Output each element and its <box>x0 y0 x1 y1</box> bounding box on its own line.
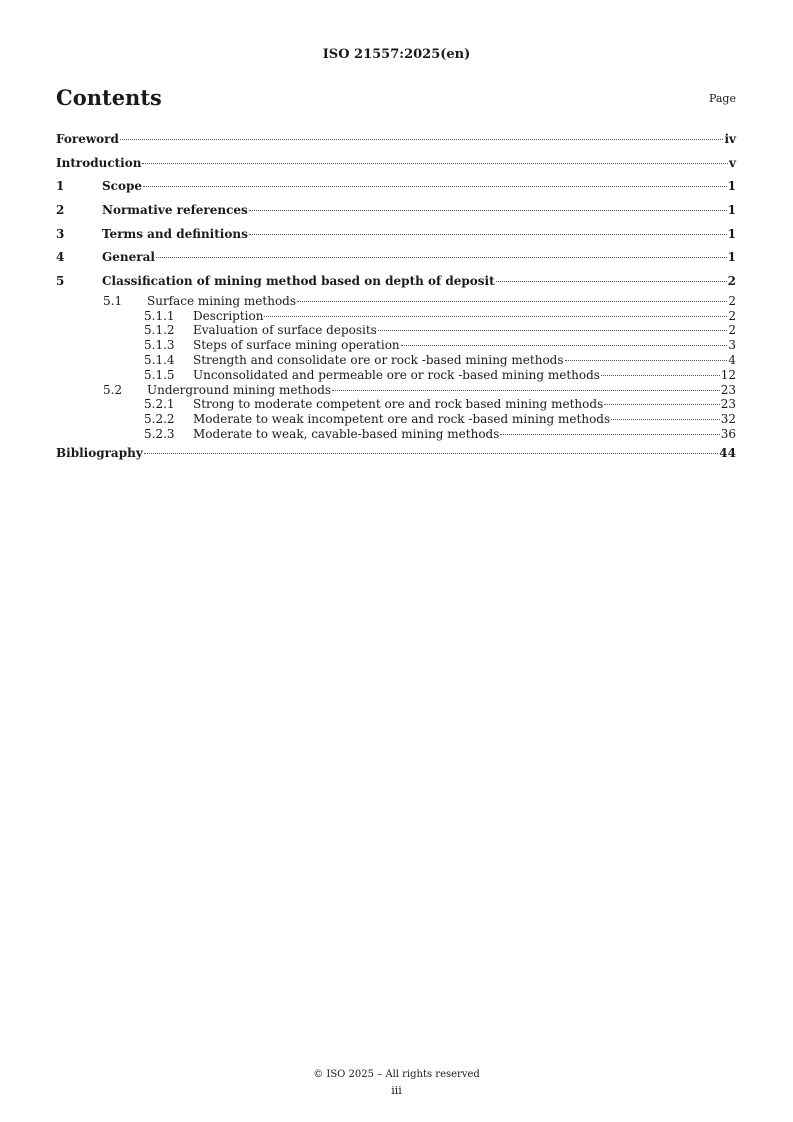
dot-leader <box>601 375 720 376</box>
toc-entry-number: 5 <box>56 274 65 289</box>
toc-entry[interactable] <box>56 175 736 199</box>
toc-entry-number: 5.1.4 <box>144 353 175 367</box>
toc-entry-number: 5.1.1 <box>144 308 175 323</box>
toc-entry-title: Scope <box>102 179 143 194</box>
toc-entry-number: 3 <box>56 226 65 241</box>
dot-leader <box>565 360 728 361</box>
toc-entry-title: Evaluation of surface deposits <box>193 323 377 338</box>
toc-entry-title: Moderate to weak incompetent ore and rock -based mining methods <box>193 412 611 427</box>
dot-leader <box>249 234 727 235</box>
dot-leader <box>144 453 719 454</box>
table-of-contents <box>56 128 736 465</box>
toc-entry-title: General <box>102 250 155 265</box>
toc-entry-page: 1 <box>727 250 736 265</box>
copyright-notice: © ISO 2025 – All rights reserved <box>313 1069 480 1080</box>
toc-entry-title: Classification of mining method based on depth of deposit <box>102 274 495 289</box>
toc-entry-number: 1 <box>56 179 65 194</box>
toc-entry-page: 36 <box>720 426 736 441</box>
toc-entry[interactable] <box>56 442 736 466</box>
toc-entry-page: 4 <box>728 353 736 367</box>
toc-entry-title: Introduction <box>56 155 142 170</box>
toc-entry-page: 2 <box>728 293 736 308</box>
toc-entry-page: 1 <box>727 179 736 194</box>
page-footer <box>0 1067 793 1099</box>
toc-entry-number: 5.1 <box>103 293 123 308</box>
toc-entry[interactable] <box>56 128 736 152</box>
toc-entry-title: Underground mining methods <box>147 382 332 397</box>
dot-leader <box>378 330 728 331</box>
toc-entry-page: 1 <box>727 203 736 218</box>
dot-leader <box>142 163 728 164</box>
dot-leader <box>143 186 727 187</box>
toc-entry-page: 32 <box>720 412 736 427</box>
toc-entry[interactable] <box>56 246 736 270</box>
toc-entry-number: 5.2.1 <box>144 397 175 412</box>
toc-entry-title: Terms and definitions <box>102 226 248 241</box>
dot-leader <box>401 345 728 346</box>
toc-entry-title: Unconsolidated and permeable ore or rock -based mining methods <box>193 367 600 382</box>
toc-entry-title: Foreword <box>56 132 119 146</box>
toc-entry-title: Strong to moderate competent ore and rock based mining methods <box>193 397 604 412</box>
toc-entry-page: iv <box>724 132 736 146</box>
toc-entry-page: 23 <box>720 397 736 412</box>
toc-entry[interactable] <box>56 427 736 442</box>
dot-leader <box>120 139 724 140</box>
dot-leader <box>496 281 727 282</box>
toc-entry-title: Moderate to weak, cavable-based mining methods <box>193 426 500 441</box>
dot-leader <box>332 390 720 391</box>
dot-leader <box>604 404 719 405</box>
dot-leader <box>611 419 720 420</box>
toc-entry[interactable] <box>56 397 736 412</box>
toc-entry-title: Surface mining methods <box>147 293 297 308</box>
dot-leader <box>156 257 727 258</box>
toc-entry-page: 12 <box>720 367 736 382</box>
dot-leader <box>264 316 727 317</box>
toc-entry[interactable] <box>56 368 736 383</box>
toc-entry-page: 2 <box>728 323 736 338</box>
toc-entry-number: 5.2 <box>103 382 123 397</box>
toc-entry-number: 5.2.2 <box>144 412 175 427</box>
toc-entry-title: Description <box>193 308 264 323</box>
dot-leader <box>297 301 727 302</box>
document-header: ISO 21557:2025(en) <box>322 47 471 62</box>
toc-entry-page: 2 <box>728 308 736 323</box>
toc-entry-page: 23 <box>720 382 736 397</box>
toc-entry-number: 5.1.2 <box>144 323 175 338</box>
toc-entry[interactable] <box>56 199 736 223</box>
toc-entry-title: Bibliography <box>56 445 143 460</box>
toc-entry-title: Steps of surface mining operation <box>193 338 400 353</box>
toc-entry[interactable] <box>56 383 736 398</box>
toc-entry-page: v <box>729 155 736 170</box>
toc-entry-page: 44 <box>719 445 736 460</box>
toc-entry-number: 5.1.3 <box>144 338 175 353</box>
toc-entry-page: 1 <box>727 226 736 241</box>
page-column-label: Page <box>708 92 736 105</box>
toc-entry-page: 3 <box>728 338 736 353</box>
toc-entry-title: Normative references <box>102 203 248 218</box>
toc-entry[interactable] <box>56 223 736 247</box>
page-title: Contents <box>56 85 162 110</box>
toc-entry-number: 4 <box>56 250 65 265</box>
toc-entry[interactable] <box>56 294 736 309</box>
toc-entry-number: 5.1.5 <box>144 367 175 382</box>
toc-entry-number: 2 <box>56 203 65 218</box>
toc-entry[interactable] <box>56 338 736 353</box>
page-number: iii <box>391 1084 402 1097</box>
toc-entry-page: 2 <box>727 274 736 289</box>
toc-entry[interactable] <box>56 412 736 427</box>
toc-entry-title: Strength and consolidate ore or rock -based mining methods <box>193 353 564 367</box>
dot-leader <box>500 434 719 435</box>
toc-entry[interactable] <box>56 152 736 176</box>
toc-entry[interactable] <box>56 309 736 324</box>
toc-entry[interactable] <box>56 270 736 294</box>
dot-leader <box>249 210 727 211</box>
toc-entry-number: 5.2.3 <box>144 426 175 441</box>
toc-entry[interactable] <box>56 323 736 338</box>
toc-entry[interactable] <box>56 353 736 368</box>
